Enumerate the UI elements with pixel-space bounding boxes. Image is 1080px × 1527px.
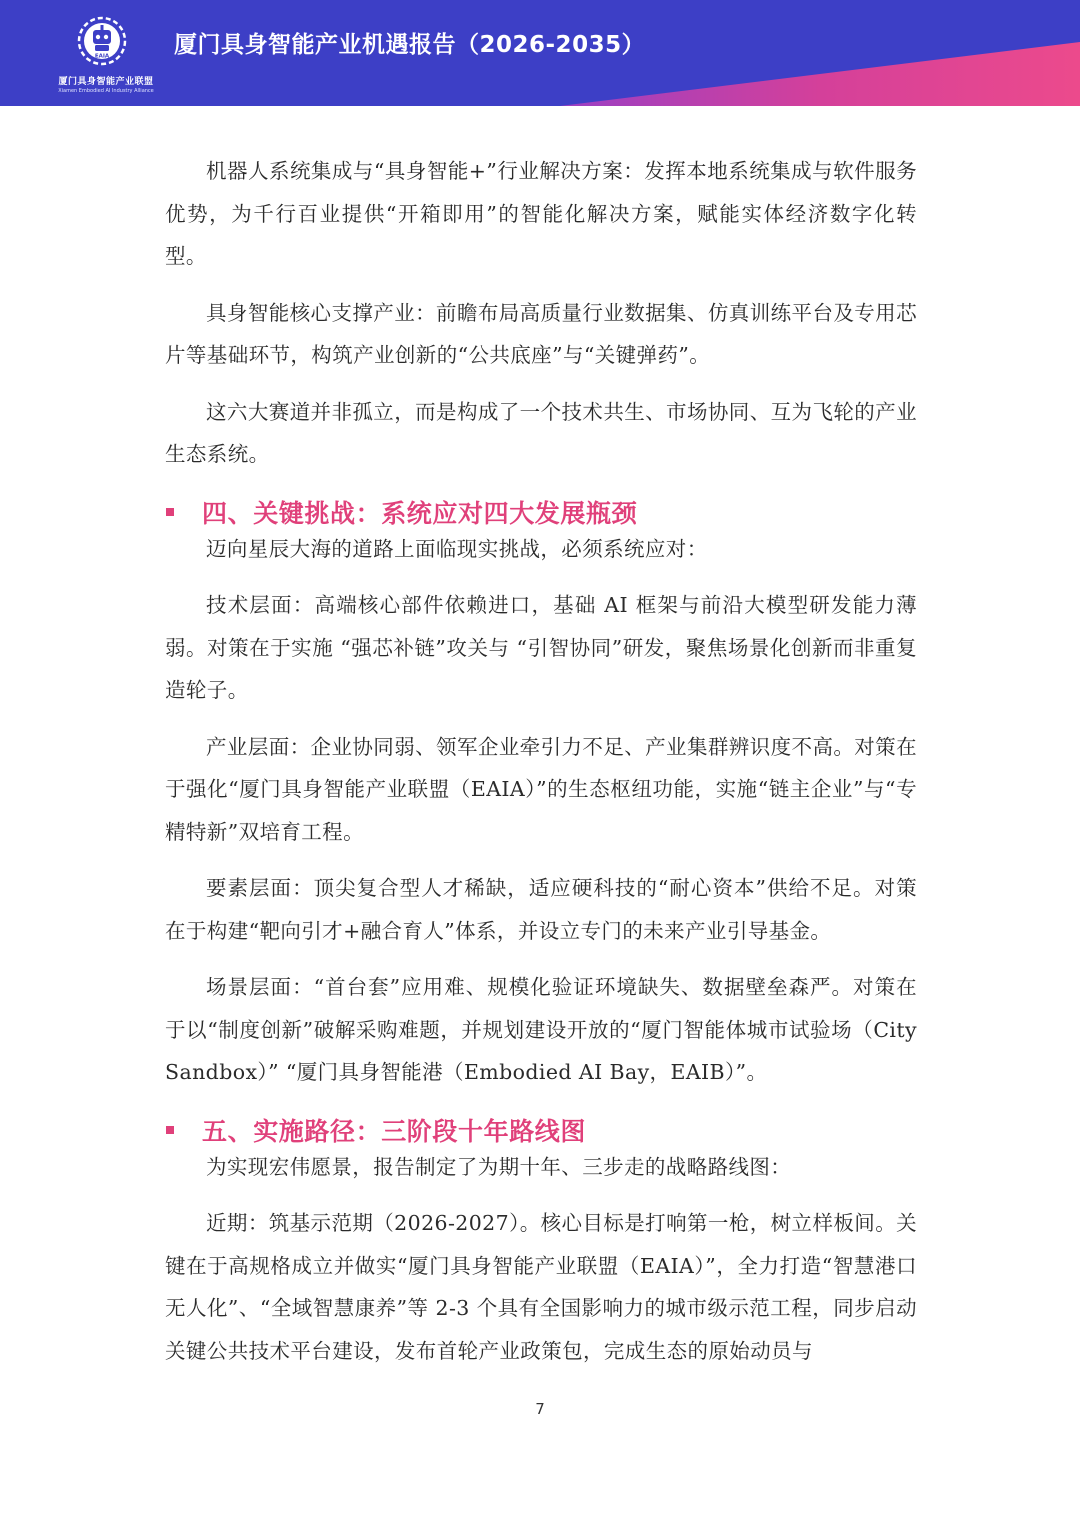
- paragraph-near-term: 近期：筑基示范期（2026-2027）。核心目标是打响第一枪，树立样板间。关键在于高规格成立并做实“厦门具身智能产业联盟（EAIA）”，全力打造“智慧港口无人化”、“全域智慧康养”等 2-3 个具有全国影响力的城市级示范工程，同步启动关键公共技术平台建设，发布首轮产业政策包，完成生态的原始动员与: [165, 1211, 917, 1363]
- logo-org-name-en: Xiamen Embodied AI Industry Alliance: [58, 88, 154, 94]
- paragraph-robot-integration: 机器人系统集成与“具身智能+”行业解决方案：发挥本地系统集成与软件服务优势，为千行百业提供“开箱即用”的智能化解决方案，赋能实体经济数字化转型。: [165, 159, 917, 268]
- page-header: [0, 0, 1080, 106]
- page-content: [165, 150, 917, 1386]
- section-heading-text: 五、实施路径：三阶段十年路线图: [202, 1116, 587, 1146]
- paragraph-roadmap-intro: 为实现宏伟愿景，报告制定了为期十年、三步走的战略路线图：: [206, 1154, 792, 1179]
- robot-logo-icon: [75, 14, 129, 68]
- section-heading-roadmap: [165, 1108, 917, 1152]
- page-number: 7: [535, 1400, 545, 1418]
- paragraph-industry-level: 产业层面：企业协同弱、领军企业牵引力不足、产业集群辨识度不高。对策在于强化“厦门具身智能产业联盟（EAIA）”的生态枢纽功能，实施“链主企业”与“专精特新”双培育工程。: [165, 734, 917, 844]
- report-title: 厦门具身智能产业机遇报告（2026-2035）: [174, 32, 646, 58]
- paragraph-factor-level: 要素层面：顶尖复合型人才稀缺，适应硬科技的“耐心资本”供给不足。对策在于构建“靶向引才+融合育人”体系，并设立专门的未来产业引导基金。: [165, 876, 917, 943]
- paragraph-core-support: 具身智能核心支撑产业：前瞻布局高质量行业数据集、仿真训练平台及专用芯片等基础环节，构筑产业创新的“公共底座”与“关键弹药”。: [165, 300, 917, 367]
- paragraph-challenges-intro: 迈向星辰大海的道路上面临现实挑战，必须系统应对：: [206, 536, 708, 561]
- svg-text:EAIA: EAIA: [94, 53, 110, 60]
- logo-org-name: 厦门具身智能产业联盟: [58, 77, 154, 87]
- heading-bullet-icon: [166, 508, 174, 516]
- paragraph-ecosystem: 这六大赛道并非孤立，而是构成了一个技术共生、市场协同、互为飞轮的产业生态系统。: [165, 399, 917, 466]
- paragraph-scene-level: 场景层面：“首台套”应用难、规模化验证环境缺失、数据壁垒森严。对策在于以“制度创新”破解采购难题，并规划建设开放的“厦门智能体城市试验场（City Sandbox）” “厦门具身智能港（Embodied AI Bay，EAIB）”。: [165, 975, 917, 1084]
- section-heading-challenges: [165, 490, 917, 534]
- section-heading-text: 四、关键挑战：系统应对四大发展瓶颈: [202, 498, 638, 528]
- heading-bullet-icon: [166, 1126, 174, 1134]
- paragraph-tech-level: 技术层面：高端核心部件依赖进口，基础 AI 框架与前沿大模型研发能力薄弱。对策在于实施 “强芯补链”攻关与 “引智协同”研发，聚焦场景化创新而非重复造轮子。: [165, 593, 917, 702]
- alliance-logo: [46, 8, 166, 98]
